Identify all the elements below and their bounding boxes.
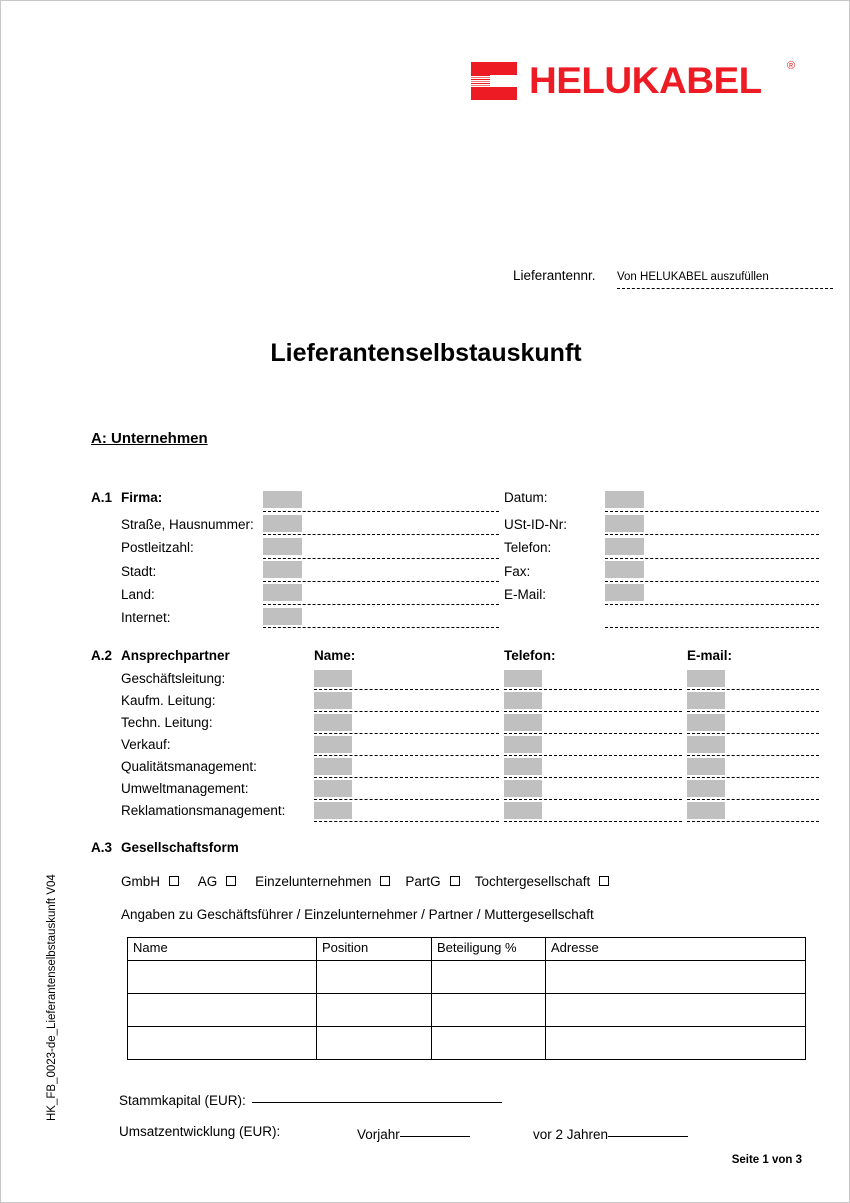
table-cell-name[interactable] [128, 1027, 317, 1060]
a2-line-email-7 [687, 821, 819, 822]
table-header-name: Name [128, 938, 317, 961]
a2-input-email-3[interactable] [687, 714, 725, 731]
umsatz-vorjahr-label: Vorjahr [357, 1127, 400, 1142]
a1-input-email[interactable] [605, 584, 644, 601]
a1-label-email: E-Mail: [504, 587, 547, 602]
a2-line-email-6 [687, 799, 819, 800]
a1-title: Firma: [121, 490, 163, 505]
checkbox-partg[interactable] [450, 876, 460, 886]
a1-line-internet [263, 627, 499, 628]
legal-form-option-partg[interactable] [405, 874, 459, 889]
umsatz-vor2jahren-group [533, 1124, 688, 1142]
a2-line-telefon-6 [504, 799, 682, 800]
a2-number: A.2 [91, 648, 113, 663]
a2-line-name-4 [314, 755, 499, 756]
a1-label-land: Land: [121, 587, 155, 602]
a1-label-telefon: Telefon: [504, 540, 552, 555]
checkbox-einzelunternehmen[interactable] [380, 876, 390, 886]
table-cell-position[interactable] [317, 961, 432, 994]
a3-note: Angaben zu Geschäftsführer / Einzelunternehmer / Partner / Muttergesellschaft [121, 907, 594, 922]
a1-input-stadt[interactable] [263, 561, 302, 578]
a1-label-datum: Datum: [504, 490, 548, 505]
a2-line-email-4 [687, 755, 819, 756]
stammkapital-input[interactable] [252, 1090, 502, 1103]
a2-input-name-1[interactable] [314, 670, 352, 687]
supplier-number-row [513, 267, 833, 289]
a2-label-geschaeftsleitung: Geschäftsleitung: [121, 671, 226, 686]
a2-input-telefon-7[interactable] [504, 802, 542, 819]
a1-label-postleitzahl: Postleitzahl: [121, 540, 194, 555]
table-cell-position[interactable] [317, 994, 432, 1027]
a2-title: Ansprechpartner [121, 648, 230, 663]
section-a-heading: A: Unternehmen [91, 430, 208, 447]
a2-line-telefon-1 [504, 689, 682, 690]
table-cell-name[interactable] [128, 994, 317, 1027]
a1-input-fax[interactable] [605, 561, 644, 578]
a1-label-stadt: Stadt: [121, 564, 157, 579]
registered-trademark-icon: ® [787, 60, 796, 72]
a2-line-email-2 [687, 711, 819, 712]
supplier-number-label: Lieferantennr. [513, 268, 596, 283]
a1-input-postleitzahl[interactable] [263, 538, 302, 555]
a1-line-telefon [605, 558, 819, 559]
a2-input-email-2[interactable] [687, 692, 725, 709]
a1-line-extra [605, 627, 819, 628]
a1-label-fax: Fax: [504, 564, 531, 579]
table-cell-beteiligung[interactable] [432, 994, 546, 1027]
legal-form-option-einzelunternehmen[interactable] [255, 874, 390, 889]
legal-form-label-einzelunternehmen: Einzelunternehmen [255, 874, 372, 889]
a1-input-strasse[interactable] [263, 515, 302, 532]
legal-form-options [121, 874, 609, 889]
a2-line-email-5 [687, 777, 819, 778]
table-cell-adresse[interactable] [546, 961, 806, 994]
a2-column-header-name: Name: [314, 648, 356, 663]
a2-input-telefon-6[interactable] [504, 780, 542, 797]
a2-line-email-3 [687, 733, 819, 734]
a2-line-name-2 [314, 711, 499, 712]
a3-title: Gesellschaftsform [121, 840, 239, 855]
checkbox-gmbh[interactable] [169, 876, 179, 886]
legal-form-label-partg: PartG [405, 874, 441, 889]
umsatz-vorjahr-input[interactable] [400, 1124, 470, 1137]
a2-input-name-6[interactable] [314, 780, 352, 797]
a1-line-firma [263, 511, 499, 512]
a1-label-internet: Internet: [121, 610, 171, 625]
a2-line-name-5 [314, 777, 499, 778]
legal-form-label-gmbh: GmbH [121, 874, 161, 889]
a2-line-telefon-2 [504, 711, 682, 712]
a1-line-land [263, 604, 499, 605]
a1-input-ustid[interactable] [605, 515, 644, 532]
a2-input-name-7[interactable] [314, 802, 352, 819]
a2-input-name-5[interactable] [314, 758, 352, 775]
table-row [128, 994, 806, 1027]
table-header-position: Position [317, 938, 432, 961]
a1-line-ustid [605, 534, 819, 535]
a2-input-telefon-1[interactable] [504, 670, 542, 687]
a1-line-stadt [263, 581, 499, 582]
a2-input-email-1[interactable] [687, 670, 725, 687]
umsatzentwicklung-row [119, 1124, 819, 1142]
document-code-vertical: HK_FB_0023-de_Lieferantenselbstauskunft V04 [46, 874, 58, 1121]
legal-form-label-tochtergesellschaft: Tochtergesellschaft [474, 874, 591, 889]
a2-line-name-3 [314, 733, 499, 734]
legal-form-option-gmbh[interactable] [121, 874, 179, 889]
checkbox-ag[interactable] [226, 876, 236, 886]
a2-input-email-7[interactable] [687, 802, 725, 819]
a1-line-email [605, 604, 819, 605]
a3-number: A.3 [91, 840, 113, 855]
a2-input-telefon-3[interactable] [504, 714, 542, 731]
table-header-adresse: Adresse [546, 938, 806, 961]
a1-label-strasse: Straße, Hausnummer: [121, 517, 254, 532]
a2-label-kaufm-leitung: Kaufm. Leitung: [121, 693, 216, 708]
a2-input-email-5[interactable] [687, 758, 725, 775]
a2-input-name-2[interactable] [314, 692, 352, 709]
a2-line-name-7 [314, 821, 499, 822]
a2-input-email-6[interactable] [687, 780, 725, 797]
a1-input-firma[interactable] [263, 491, 302, 508]
helukabel-wordmark: HELUKABEL [529, 60, 762, 101]
table-cell-position[interactable] [317, 1027, 432, 1060]
umsatz-vor2jahren-input[interactable] [608, 1124, 688, 1137]
a1-line-fax [605, 581, 819, 582]
table-row [128, 1027, 806, 1060]
a2-line-telefon-7 [504, 821, 682, 822]
supplier-number-field[interactable]: Von HELUKABEL auszufüllen [617, 267, 833, 289]
a2-line-telefon-5 [504, 777, 682, 778]
helukabel-logo-mark-icon [471, 62, 517, 100]
table-row [128, 961, 806, 994]
a2-line-name-1 [314, 689, 499, 690]
a1-number: A.1 [91, 490, 113, 505]
helukabel-logo [471, 58, 811, 103]
legal-form-label-ag: AG [197, 874, 218, 889]
stammkapital-row [119, 1090, 502, 1108]
table-cell-adresse[interactable] [546, 994, 806, 1027]
a2-line-email-1 [687, 689, 819, 690]
a1-line-datum [605, 511, 819, 512]
table-header-row [128, 938, 806, 961]
table-cell-beteiligung[interactable] [432, 961, 546, 994]
legal-form-option-tochtergesellschaft[interactable] [475, 874, 610, 889]
a2-label-verkauf: Verkauf: [121, 737, 171, 752]
table-cell-beteiligung[interactable] [432, 1027, 546, 1060]
a2-input-telefon-2[interactable] [504, 692, 542, 709]
a2-line-name-6 [314, 799, 499, 800]
a1-label-ustid: USt-ID-Nr: [504, 517, 567, 532]
a2-label-techn-leitung: Techn. Leitung: [121, 715, 213, 730]
a1-input-datum[interactable] [605, 491, 644, 508]
a1-line-strasse [263, 534, 499, 535]
a2-input-telefon-4[interactable] [504, 736, 542, 753]
owner-table [127, 937, 806, 1060]
umsatz-vor2jahren-label: vor 2 Jahren [533, 1127, 609, 1142]
legal-form-option-ag[interactable] [198, 874, 237, 889]
table-header-beteiligung: Beteiligung % [432, 938, 546, 961]
a2-column-header-telefon: Telefon: [504, 648, 556, 663]
a2-input-name-3[interactable] [314, 714, 352, 731]
stammkapital-label: Stammkapital (EUR): [119, 1093, 246, 1108]
umsatz-vorjahr-group [357, 1124, 470, 1142]
a2-line-telefon-4 [504, 755, 682, 756]
page-title: Lieferantenselbstauskunft [270, 339, 582, 367]
umsatzentwicklung-label: Umsatzentwicklung (EUR): [119, 1124, 281, 1139]
footer-page-number: Seite 1 von 3 [731, 1154, 802, 1166]
a2-label-umweltmanagement: Umweltmanagement: [121, 781, 249, 796]
a2-label-qualitaetsmanagement: Qualitätsmanagement: [121, 759, 257, 774]
table-cell-name[interactable] [128, 961, 317, 994]
a1-line-postleitzahl [263, 558, 499, 559]
a2-line-telefon-3 [504, 733, 682, 734]
table-cell-adresse[interactable] [546, 1027, 806, 1060]
a1-input-telefon[interactable] [605, 538, 644, 555]
a2-label-reklamationsmanagement: Reklamationsmanagement: [121, 803, 286, 818]
a1-input-internet[interactable] [263, 608, 302, 625]
a2-input-telefon-5[interactable] [504, 758, 542, 775]
a2-column-header-email: E-mail: [687, 648, 733, 663]
a1-input-land[interactable] [263, 584, 302, 601]
a2-input-email-4[interactable] [687, 736, 725, 753]
checkbox-tochtergesellschaft[interactable] [599, 876, 609, 886]
a2-input-name-4[interactable] [314, 736, 352, 753]
